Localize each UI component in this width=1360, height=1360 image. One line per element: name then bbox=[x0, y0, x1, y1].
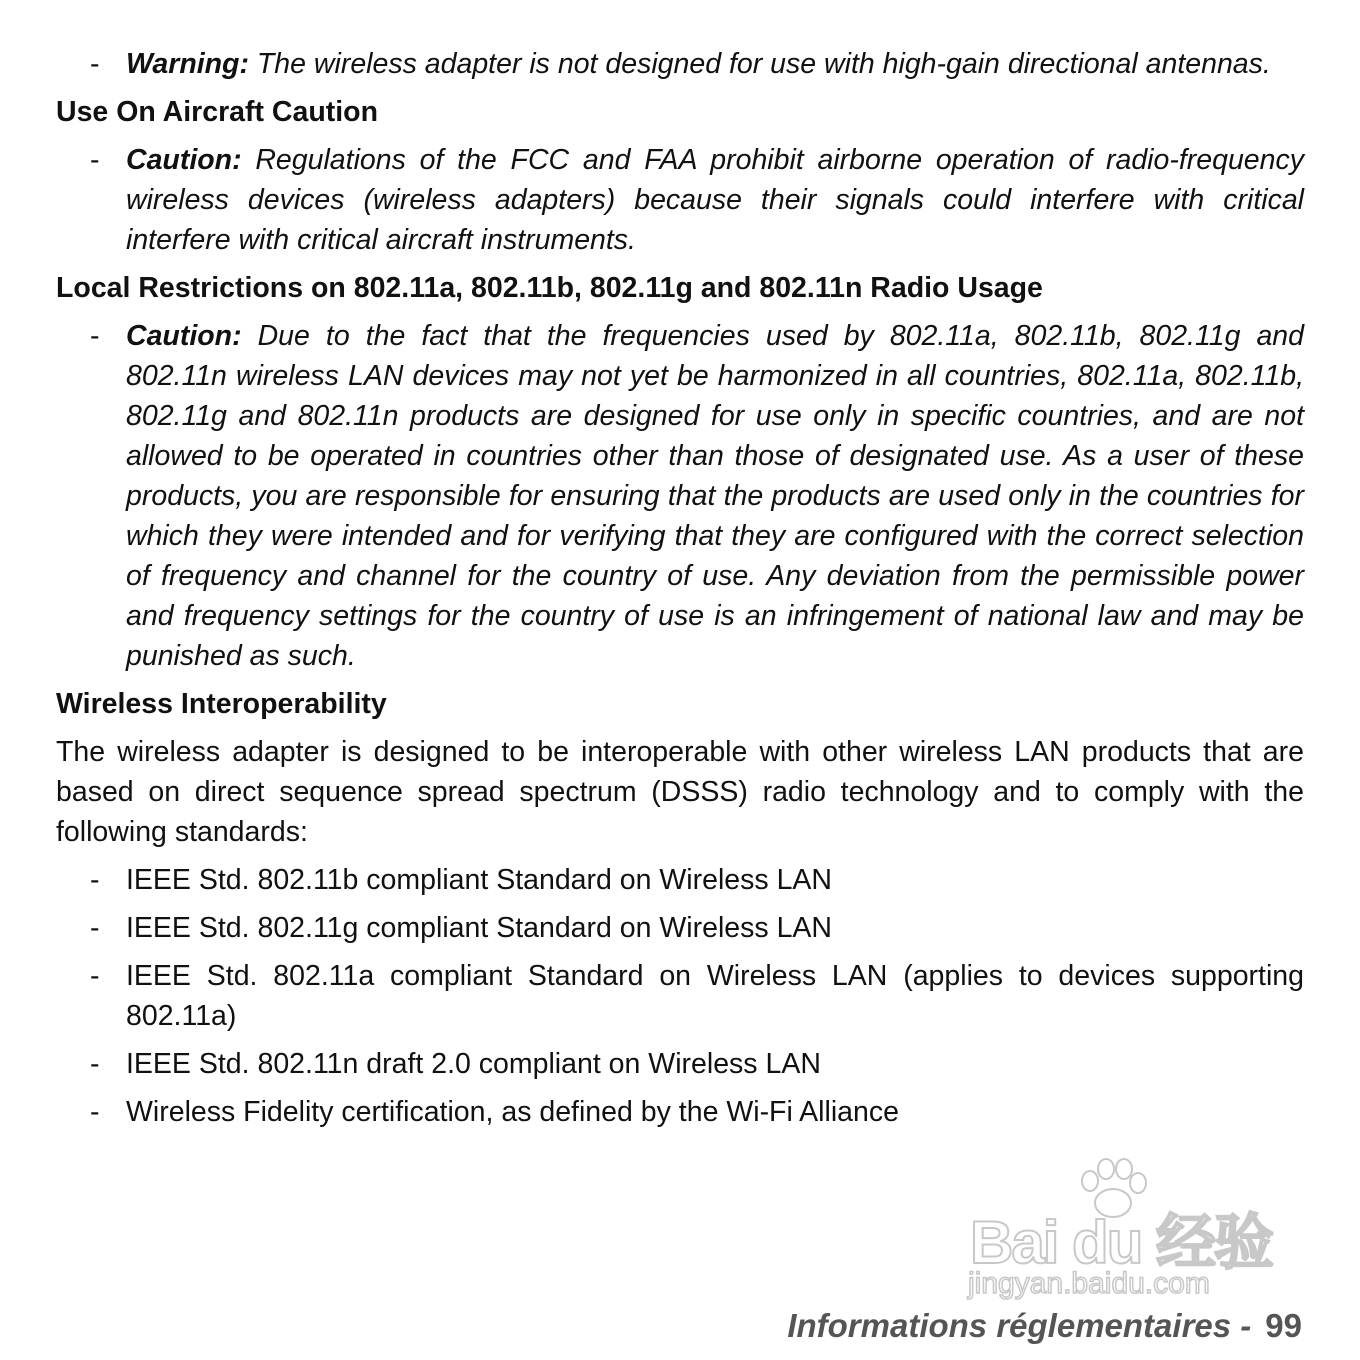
standard-item-text: Wireless Fidelity certification, as defined by the Wi-Fi Alliance bbox=[126, 1096, 899, 1128]
warning-text: The wireless adapter is not designed for use with high-gain directional antennas. bbox=[256, 48, 1271, 80]
page-footer bbox=[787, 1306, 1302, 1346]
aircraft-caution-text: Regulations of the FCC and FAA prohibit airborne operation of radio-frequency wireless devices (wireless adapters) because their signals could interfere with critical interfere with critical aircraft instruments. bbox=[126, 144, 1305, 256]
standard-item-text: IEEE Std. 802.11a compliant Standard on Wireless LAN (applies to devices supporting 802.11a) bbox=[126, 960, 1304, 1032]
restrictions-caution-bullet bbox=[56, 316, 1304, 676]
standard-item-text: IEEE Std. 802.11n draft 2.0 compliant on Wireless LAN bbox=[126, 1048, 821, 1080]
bullet-dash: - bbox=[90, 864, 100, 896]
standard-item-text: IEEE Std. 802.11g compliant Standard on Wireless LAN bbox=[126, 912, 833, 944]
watermark-url: jingyan.baidu.com bbox=[968, 1267, 1210, 1300]
standard-item-text: IEEE Std. 802.11b compliant Standard on Wireless LAN bbox=[126, 864, 833, 896]
aircraft-caution-bullet bbox=[56, 140, 1304, 260]
standard-list-item bbox=[56, 1092, 1304, 1132]
aircraft-caution-lead: Caution: bbox=[126, 144, 242, 176]
standard-list-item bbox=[56, 908, 1304, 948]
bullet-dash: - bbox=[90, 48, 100, 80]
standard-list-item bbox=[56, 956, 1304, 1036]
baidu-watermark bbox=[960, 1155, 1290, 1305]
restrictions-caution-text: Due to the fact that the frequencies used by 802.11a, 802.11b, 802.11g and 802.11n wireless LAN devices may not yet be harmonized in all countries, 802.11a, 802.11b, 802.11g and 802.11n products are designed for use only in specific countries, and are not allowed to be operated in countries other than those of designated use. As a user of these products, you are responsible for ensuring that the products are used only in the countries for which they were intended and for verifying that they are configured with the correct selection of frequency and channel for the country of use. Any deviation from the permissible power and frequency settings for the country of use is an infringement of national law and may be punished as such. bbox=[126, 320, 1304, 672]
standard-list-item bbox=[56, 860, 1304, 900]
interop-paragraph: The wireless adapter is designed to be interoperable with other wireless LAN products that are based on direct sequence spread spectrum (DSSS) radio technology and to comply with the following standards: bbox=[56, 736, 1304, 848]
bullet-dash: - bbox=[90, 144, 100, 176]
interop-heading: Wireless Interoperability bbox=[56, 688, 387, 720]
bullet-dash: - bbox=[90, 912, 100, 944]
warning-bullet bbox=[56, 44, 1304, 84]
warning-lead: Warning: bbox=[126, 48, 249, 80]
standard-list-item bbox=[56, 1044, 1304, 1084]
page-number: 99 bbox=[1265, 1307, 1302, 1344]
aircraft-heading: Use On Aircraft Caution bbox=[56, 96, 378, 128]
bullet-dash: - bbox=[90, 320, 100, 352]
bullet-dash: - bbox=[90, 1096, 100, 1128]
watermark-brand: Bai du 经验 bbox=[970, 1209, 1273, 1276]
document-body bbox=[56, 44, 1304, 1140]
restrictions-caution-lead: Caution: bbox=[126, 320, 242, 352]
restrictions-heading: Local Restrictions on 802.11a, 802.11b, 802.11g and 802.11n Radio Usage bbox=[56, 272, 1043, 304]
bullet-dash: - bbox=[90, 1048, 100, 1080]
bullet-dash: - bbox=[90, 960, 100, 992]
footer-title: Informations réglementaires - bbox=[787, 1307, 1252, 1344]
